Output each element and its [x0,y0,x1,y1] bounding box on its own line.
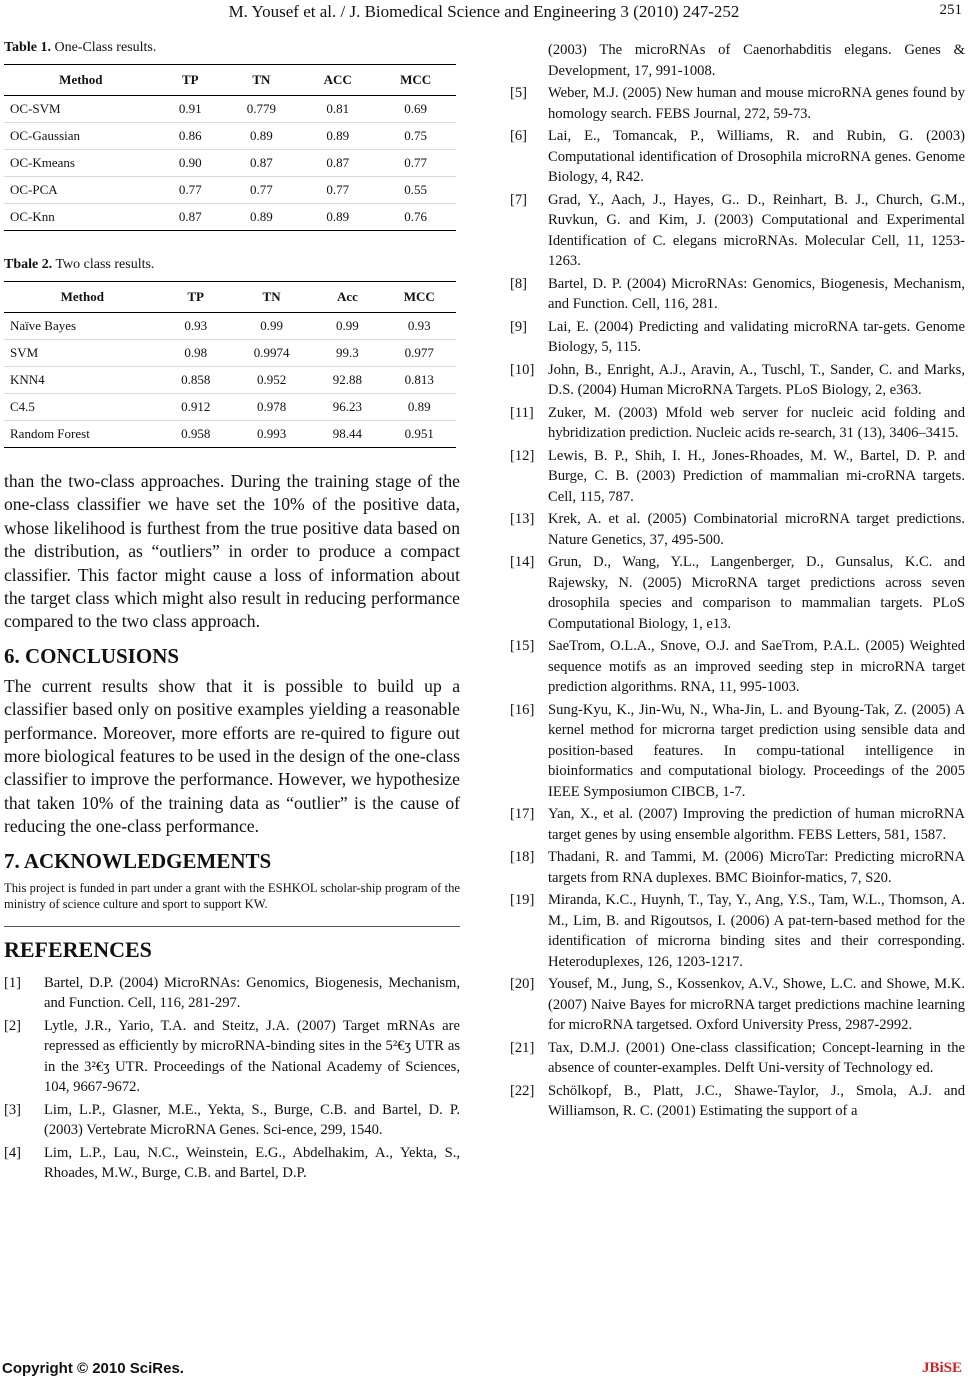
table2-value-cell: 0.977 [383,340,456,367]
table2-caption [4,257,460,273]
conclusions-heading: 6. CONCLUSIONS [4,643,180,668]
table1-column-header: TP [158,65,223,96]
table2-column-header: MCC [383,282,456,313]
table1-value-cell: 0.69 [375,96,456,123]
reference-item [510,804,965,845]
reference-text: Sung-Kyu, K., Jin-Wu, N., Wha-Jin, L. and Byoung-Tak, Z. (2005) A kernel method for microrna target prediction using sensible data and position-based features. In compu-tational intelligence in bioinformatics and computational biology. Proceedings of the 2005 IEEE Symposiumon CIBCB, 1-7. [548,701,965,800]
table1-value-cell: 0.77 [375,150,456,177]
reference-number: [11] [510,404,534,421]
table2-value-cell: 0.99 [231,313,312,340]
reference-number: [14] [510,554,535,570]
reference-text: Weber, M.J. (2005) New human and mouse microRNA genes found by homology search. FEBS Journal, 272, 59-73. [548,85,965,122]
reference-item [510,1038,965,1079]
left-column [4,40,460,1186]
table2-value-cell: 0.89 [383,394,456,421]
table2-value-cell: 0.93 [383,313,456,340]
reference-number: [21] [510,1039,535,1056]
table2-column-header: Method [4,282,161,313]
reference-number: [6] [510,128,528,144]
reference-number: [5] [510,85,528,101]
reference-item [510,552,965,634]
reference-text: Lim, L.P., Glasner, M.E., Yekta, S., Burge, C.B. and Bartel, D. P. (2003) Vertebrate MicroRNA Genes. Sci-ence, 299, 1540. [44,1101,460,1139]
reference-text: Lai, E. (2004) Predicting and validating microRNA tar-gets. Genome Biology, 5, 115. [548,318,965,355]
table1-value-cell: 0.75 [375,123,456,150]
reference-text: Bartel, D.P. (2004) MicroRNAs: Genomics, Biogenesis, Mechanism, and Function. Cell, 116, 281-297. [44,974,460,1012]
table1-value-cell: 0.89 [300,204,375,231]
table1-row [4,123,456,150]
table1-value-cell: 0.55 [375,177,456,204]
table1-value-cell: 0.77 [223,177,300,204]
reference-number: [17] [510,806,535,822]
table2-method-cell: Naïve Bayes [4,313,161,340]
reference-text: Miranda, K.C., Huynh, T., Tay, Y., Ang, Y.S., Tam, W.L., Thomson, A. M., Lim, B. and Rigoutsos, I. (2006) A pat-tern-based method for the identification of microrna binding sites and their corresponding. Heteroduplexes, 126, 1203-1217. [548,892,965,970]
journal-logo: JBiSE [921,1360,962,1376]
table2-method-cell: KNN4 [4,367,161,394]
table1-column-header: ACC [300,65,375,96]
table2-value-cell: 0.952 [231,367,312,394]
reference-text: Grun, D., Wang, Y.L., Langenberger, D., Gunsalus, K.C. and Rajewsky, N. (2005) MicroRNA target predictions across seven drosophila species and comparison to mammalian targets. PLoS Computational Biology, 1, e13. [548,554,965,632]
table2-column-header: TN [231,282,312,313]
table1-method-cell: OC-Knn [4,204,158,231]
reference-number: [3] [4,1101,22,1118]
reference-text: Yousef, M., Jung, S., Kossenkov, A.V., Showe, L.C. and Showe, M.K. (2007) Naive Bayes for microRNA target predictions machine learning for microRNA targetsed. Oxford University Press, 2987-2992. [548,976,965,1033]
table1-value-cell: 0.89 [223,204,300,231]
acknowledgements-heading: 7. ACKNOWLEDGEMENTS [4,848,272,873]
reference-number: [13] [510,511,535,527]
reference-item [510,974,965,1036]
reference-item [510,890,965,972]
reference-number: [16] [510,701,535,718]
table1-method-cell: OC-PCA [4,177,158,204]
reference-text: Lytle, J.R., Yario, T.A. and Steitz, J.A. (2007) Target mRNAs are repressed as efficiently by microRNA-binding sites in the 5²€ʒ UTR as in the 3²€ʒ UTR. Proceedings of the National Academy of Sciences, 104, 9667-9672. [44,1017,460,1096]
table1-column-header: MCC [375,65,456,96]
references-right-list [510,40,965,1122]
reference-text: (2003) The microRNAs of Caenorhabditis elegans. Genes & Development, 17, 991-1008. [548,42,965,79]
table1-value-cell: 0.779 [223,96,300,123]
header-title: M. Yousef et al. / J. Biomedical Science and Engineering 3 (2010) 247-252 [228,2,740,21]
table2-value-cell: 92.88 [312,367,382,394]
reference-item [510,360,965,401]
table1-value-cell: 0.91 [158,96,223,123]
reference-number: [20] [510,976,535,992]
table1-value-cell: 0.89 [223,123,300,150]
reference-number: [9] [510,318,528,335]
table2-method-cell: SVM [4,340,161,367]
table1-row [4,150,456,177]
table2-column-header: Acc [312,282,382,313]
table2-column-header: TP [161,282,231,313]
table1-value-cell: 0.77 [158,177,223,204]
table1-label: Table 1. [4,40,51,55]
conclusions-text: The current results show that it is possible to build up a classifier based only on positive examples yielding a reasonable performance. Moreover, more efforts are re-quired to figure out more biological features to be used in the design of the one-class classifier to improve the performance. However, we hypothesize that taken 10% of the training data as “outlier” is the cause of reducing the one-class performance. [4,675,460,837]
table1-column-header: Method [4,65,158,96]
table1-value-cell: 0.90 [158,150,223,177]
reference-text: Yan, X., et al. (2007) Improving the prediction of human microRNA target genes by using ensemble algorithm. FEBS Letters, 581, 1587. [548,806,965,843]
table1-method-cell: OC-Kmeans [4,150,158,177]
reference-number: [7] [510,191,528,208]
table2-value-cell: 0.993 [231,421,312,448]
table2-row [4,421,456,448]
reference-item [510,190,965,272]
table1-value-cell: 0.86 [158,123,223,150]
table2-method-cell: C4.5 [4,394,161,421]
reference-text: Lim, L.P., Lau, N.C., Weinstein, E.G., Abdelhakim, A., Yekta, S., Rhoades, M.W., Burge, C.B. and Bartel, D.P. [44,1144,460,1182]
table2-row [4,313,456,340]
reference-number: [22] [510,1082,535,1099]
reference-item [4,1100,460,1141]
table1-method-cell: OC-Gaussian [4,123,158,150]
references-heading: REFERENCES [4,936,152,962]
reference-number: [19] [510,892,535,908]
reference-text: Tax, D.M.J. (2001) One-class classification; Concept-learning in the absence of counter-examples. Delft Uni-versity of Technology ed. [548,1039,965,1076]
copyright-text: Copyright © 2010 SciRes. [2,1360,184,1377]
table1 [4,64,456,231]
table2-value-cell: 0.9974 [231,340,312,367]
reference-item [510,403,965,444]
section-divider [4,926,460,927]
reference-item [510,126,965,188]
reference-item [510,1081,965,1122]
table2-value-cell: 0.958 [161,421,231,448]
reference-text: Bartel, D. P. (2004) MicroRNAs: Genomics, Biogenesis, Mechanism, and Function. Cell, 116, 281. [548,275,965,312]
reference-item [510,274,965,315]
reference-number: [4] [4,1144,22,1161]
reference-item [4,1016,460,1098]
table1-value-cell: 0.87 [223,150,300,177]
table1-row [4,96,456,123]
table1-column-header: TN [223,65,300,96]
table2 [4,281,456,448]
reference-number: [15] [510,638,535,654]
table2-row [4,367,456,394]
reference-text: Krek, A. et al. (2005) Combinatorial microRNA target predictions. Nature Genetics, 37, 495-500. [548,511,965,548]
reference-item [510,509,965,550]
right-column [510,40,965,1124]
table1-value-cell: 0.87 [300,150,375,177]
table2-caption-text: Two class results. [52,257,155,272]
table2-method-cell: Random Forest [4,421,161,448]
table2-row [4,394,456,421]
table2-value-cell: 0.978 [231,394,312,421]
references-left-list [4,973,460,1184]
reference-number [510,40,548,81]
table1-value-cell: 0.81 [300,96,375,123]
acknowledgements-text: This project is funded in part under a grant with the ESHKOL scholar-ship program of the ministry of science culture and sport to support KW. [4,880,460,911]
table2-value-cell: 99.3 [312,340,382,367]
reference-number: [10] [510,361,535,378]
reference-text: Grad, Y., Aach, J., Hayes, G.. D., Reinhart, B. J., Church, G.M., Ruvkun, G. and Kim, J. (2003) Computational and Experimental Identification of C. elegans microRNAs. Molecular Cell, 11, 1253-1263. [548,191,965,269]
table1-value-cell: 0.87 [158,204,223,231]
reference-text: Zuker, M. (2003) Mfold web server for nucleic acid folding and hybridization prediction. Nucleic acids re-search, 31 (13), 3406–3415. [548,404,965,441]
table2-value-cell: 98.44 [312,421,382,448]
table2-value-cell: 0.951 [383,421,456,448]
page-number: 251 [939,2,962,18]
table2-value-cell: 96.23 [312,394,382,421]
table2-value-cell: 0.912 [161,394,231,421]
reference-item [510,700,965,803]
table2-value-cell: 0.93 [161,313,231,340]
table2-value-cell: 0.813 [383,367,456,394]
reference-text: Schölkopf, B., Platt, J.C., Shawe-Taylor, J., Smola, A.J. and Williamson, R. C. (2001) Estimating the support of a [548,1082,965,1119]
reference-text: John, B., Enright, A.J., Aravin, A., Tuschl, T., Sander, C. and Marks, D.S. (2004) Human MicroRNA Targets. PLoS Biology, 2, e363. [548,361,965,398]
reference-item [4,1143,460,1184]
reference-text: Lai, E., Tomancak, P., Williams, R. and Rubin, G. (2003) Computational identification of Drosophila microRNA genes. Genome Biology, 4, R42. [548,128,965,185]
running-header [0,0,968,30]
table1-value-cell: 0.76 [375,204,456,231]
reference-item [510,83,965,124]
reference-item [510,446,965,508]
reference-item [510,636,965,698]
reference-text: SaeTrom, O.L.A., Snove, O.J. and SaeTrom, P.A.L. (2005) Weighted sequence motifs as an improved seeding step in microRNA target prediction algorithms. RNA, 11, 995-1003. [548,638,965,695]
table2-value-cell: 0.98 [161,340,231,367]
reference-number: [8] [510,275,528,292]
table2-value-cell: 0.99 [312,313,382,340]
reference-item [510,40,965,81]
body-paragraph: than the two-class approaches. During the training stage of the one-class classifier we have set the 10% of the positive data, whose likelihood is furthest from the true positive data based on the distribution, as “outliers” in order to produce a compact classifier. This factor might cause a loss of information about the target class which might also result in reducing performance compared to the two class approach. [4,471,460,632]
reference-item [4,973,460,1014]
reference-number: [1] [4,974,22,991]
reference-text: Thadani, R. and Tammi, M. (2006) MicroTar: Predicting microRNA targets from RNA duplexes. BMC Bioinfor-matics, 7, S20. [548,849,965,886]
reference-item [510,847,965,888]
table2-label: Tbale 2. [4,257,53,272]
reference-number: [12] [510,447,535,464]
table1-row [4,177,456,204]
table1-value-cell: 0.89 [300,123,375,150]
table1-method-cell: OC-SVM [4,96,158,123]
table1-value-cell: 0.77 [300,177,375,204]
table2-row [4,340,456,367]
reference-number: [2] [4,1017,22,1034]
reference-item [510,317,965,358]
table2-value-cell: 0.858 [161,367,231,394]
reference-number: [18] [510,849,535,865]
table1-caption-text: One-Class results. [50,40,157,55]
table1-caption [4,40,460,56]
table1-row [4,204,456,231]
reference-text: Lewis, B. P., Shih, I. H., Jones-Rhoades, M. W., Bartel, D. P. and Burge, C. B. (2003) Prediction of mammalian mi-croRNA targets. Cell, 115, 787. [548,447,965,505]
